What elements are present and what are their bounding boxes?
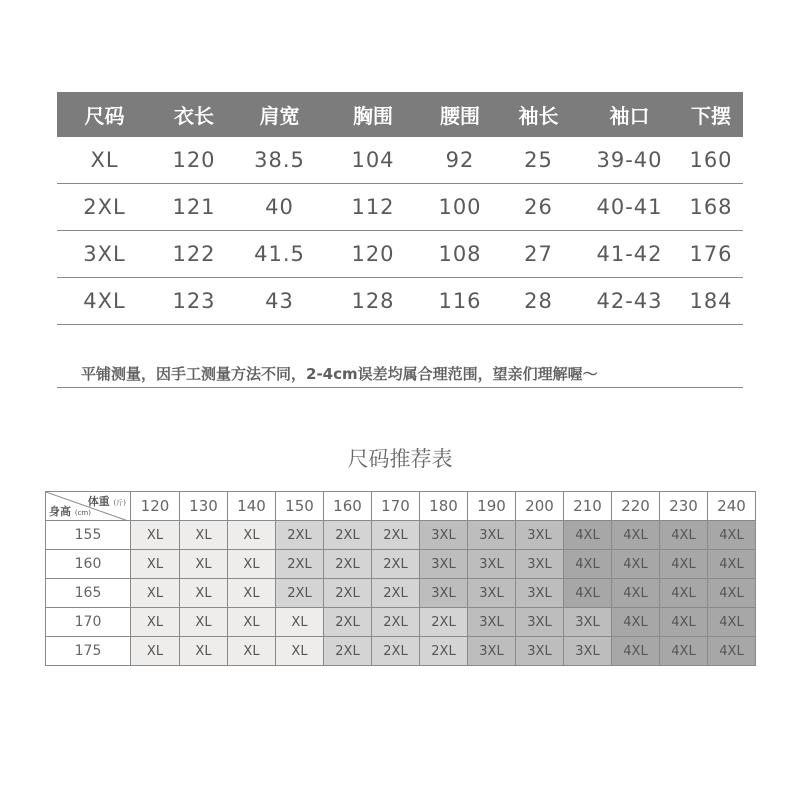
size-cell: 4XL (708, 521, 756, 550)
size-cell: 2XL (83, 195, 126, 219)
value-cell: 25 (524, 148, 553, 172)
table-row (57, 231, 743, 278)
size-cell: 3XL (468, 579, 516, 608)
size-cell: XL (276, 608, 324, 637)
size-cell: XL (228, 608, 276, 637)
size-cell: XL (180, 637, 228, 666)
size-cell: 3XL (420, 579, 468, 608)
size-cell: XL (131, 521, 180, 550)
size-cell: 4XL (660, 550, 708, 579)
weight-label: 体重 (87, 495, 110, 508)
table-row (46, 550, 756, 579)
size-cell: 2XL (372, 608, 420, 637)
size-cell: 3XL (468, 550, 516, 579)
value-cell: 43 (265, 289, 294, 313)
weight-header-cell: 130 (180, 492, 228, 521)
value-cell: 92 (445, 148, 475, 172)
weight-header-cell: 210 (564, 492, 612, 521)
weight-header-cell: 120 (131, 492, 180, 521)
table-row (46, 637, 756, 666)
size-cell: 4XL (612, 521, 660, 550)
header-length: 衣长 (174, 104, 214, 128)
size-cell: 4XL (708, 550, 756, 579)
height-label: 身高 (49, 505, 71, 518)
size-cell: XL (276, 637, 324, 666)
size-cell: 3XL (468, 521, 516, 550)
height-header-cell: 170 (46, 608, 131, 637)
size-cell: 2XL (372, 521, 420, 550)
weight-header-row (46, 492, 756, 521)
size-cell: 4XL (564, 521, 612, 550)
weight-header-cell: 230 (660, 492, 708, 521)
weight-header-cell: 170 (372, 492, 420, 521)
size-cell: 4XL (83, 289, 126, 313)
size-cell: XL (228, 637, 276, 666)
size-cell: 4XL (660, 579, 708, 608)
value-cell: 41.5 (254, 242, 305, 266)
value-cell: 40-41 (596, 195, 663, 219)
size-cell: 3XL (564, 637, 612, 666)
size-cell: 3XL (516, 550, 564, 579)
weight-header-cell: 160 (324, 492, 372, 521)
weight-header-cell: 150 (276, 492, 324, 521)
value-cell: 28 (524, 289, 553, 313)
size-cell: 3XL (516, 637, 564, 666)
value-cell: 121 (172, 195, 216, 219)
size-cell: 2XL (324, 637, 372, 666)
size-cell: 4XL (660, 637, 708, 666)
size-cell: 2XL (324, 550, 372, 579)
weight-axis-label (88, 493, 126, 509)
size-cell: 4XL (612, 579, 660, 608)
value-cell: 38.5 (254, 148, 305, 172)
size-cell: 2XL (324, 608, 372, 637)
header-waist: 腰围 (440, 104, 480, 128)
size-cell: XL (228, 579, 276, 608)
value-cell: 100 (438, 195, 482, 219)
value-cell: 128 (351, 289, 395, 313)
value-cell: 176 (689, 242, 733, 266)
weight-header-cell: 240 (708, 492, 756, 521)
size-cell: XL (131, 550, 180, 579)
size-cell: 4XL (660, 608, 708, 637)
size-cell: 2XL (324, 521, 372, 550)
height-header-cell: 165 (46, 579, 131, 608)
height-header-cell: 175 (46, 637, 131, 666)
size-cell: 3XL (468, 608, 516, 637)
size-cell: 2XL (372, 550, 420, 579)
header-sleeve: 袖长 (518, 104, 559, 128)
weight-header-cell: 190 (468, 492, 516, 521)
size-cell: XL (180, 608, 228, 637)
value-cell: 160 (689, 148, 733, 172)
size-cell: 2XL (324, 579, 372, 608)
size-cell: 4XL (660, 521, 708, 550)
size-cell: 3XL (83, 242, 126, 266)
corner-header-cell (46, 492, 131, 521)
size-cell: XL (180, 550, 228, 579)
size-cell: 3XL (516, 608, 564, 637)
value-cell: 116 (438, 289, 482, 313)
size-measurement-table (57, 92, 743, 325)
table-row (57, 137, 743, 184)
header-shoulder: 肩宽 (259, 104, 300, 128)
size-cell: 4XL (564, 550, 612, 579)
size-cell: 2XL (276, 579, 324, 608)
value-cell: 122 (172, 242, 216, 266)
size-cell: XL (90, 148, 119, 172)
table-row (57, 184, 743, 231)
table-row (46, 579, 756, 608)
size-cell: 2XL (420, 637, 468, 666)
value-cell: 41-42 (596, 242, 663, 266)
size-cell: 3XL (516, 579, 564, 608)
value-cell: 168 (689, 195, 733, 219)
value-cell: 112 (351, 195, 395, 219)
size-table-header (57, 92, 743, 137)
header-size: 尺码 (84, 104, 125, 128)
value-cell: 104 (351, 148, 395, 172)
height-header-cell: 160 (46, 550, 131, 579)
size-cell: 3XL (420, 550, 468, 579)
measurement-note: 平铺测量，因手工测量方法不同，2-4cm误差均属合理范围，望亲们理解喔～ (57, 360, 743, 388)
size-cell: 3XL (564, 608, 612, 637)
value-cell: 42-43 (596, 289, 663, 313)
height-header-cell: 155 (46, 521, 131, 550)
value-cell: 39-40 (596, 148, 663, 172)
value-cell: 123 (172, 289, 216, 313)
height-axis-label (49, 503, 91, 519)
size-cell: XL (131, 579, 180, 608)
value-cell: 120 (172, 148, 216, 172)
table-row (57, 278, 743, 325)
weight-header-cell: 200 (516, 492, 564, 521)
header-chest: 胸围 (353, 104, 393, 128)
value-cell: 26 (524, 195, 553, 219)
size-cell: 4XL (564, 579, 612, 608)
value-cell: 120 (351, 242, 395, 266)
size-cell: XL (180, 521, 228, 550)
height-unit: (cm) (74, 509, 91, 517)
size-cell: 3XL (420, 521, 468, 550)
weight-unit: (斤) (113, 499, 126, 507)
size-cell: 2XL (420, 608, 468, 637)
size-cell: 2XL (372, 637, 420, 666)
recommend-table-title: 尺码推荐表 (347, 447, 453, 471)
size-cell: 4XL (612, 550, 660, 579)
size-cell: 4XL (612, 608, 660, 637)
size-cell: 4XL (708, 579, 756, 608)
value-cell: 40 (265, 195, 294, 219)
value-cell: 108 (438, 242, 482, 266)
value-cell: 27 (524, 242, 553, 266)
size-cell: 2XL (372, 579, 420, 608)
value-cell: 184 (689, 289, 733, 313)
size-cell: XL (131, 637, 180, 666)
size-cell: 2XL (276, 550, 324, 579)
size-cell: XL (228, 550, 276, 579)
header-hem: 下摆 (691, 104, 731, 128)
size-cell: 4XL (708, 608, 756, 637)
size-cell: XL (131, 608, 180, 637)
size-cell: XL (180, 579, 228, 608)
weight-header-cell: 220 (612, 492, 660, 521)
size-cell: 4XL (708, 637, 756, 666)
size-cell: 3XL (468, 637, 516, 666)
size-cell: 3XL (516, 521, 564, 550)
size-cell: XL (228, 521, 276, 550)
size-recommend-table (45, 491, 756, 666)
size-cell: 2XL (276, 521, 324, 550)
size-cell: 4XL (612, 637, 660, 666)
table-row (46, 608, 756, 637)
table-row (46, 521, 756, 550)
weight-header-cell: 180 (420, 492, 468, 521)
header-cuff: 袖口 (609, 104, 650, 128)
weight-header-cell: 140 (228, 492, 276, 521)
